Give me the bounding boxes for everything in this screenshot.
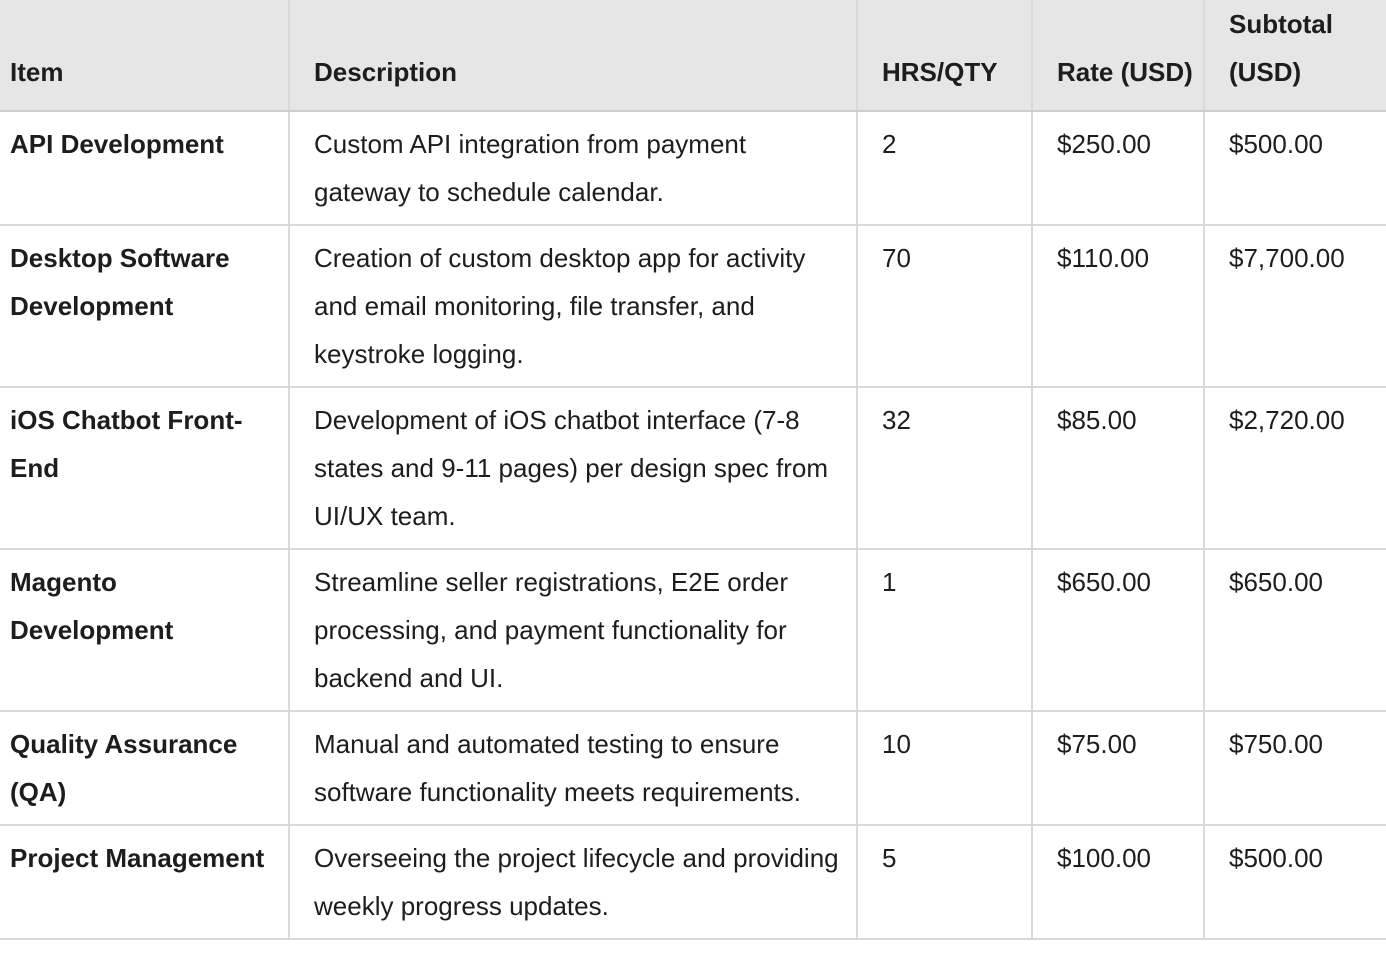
cell-rate: $75.00: [1032, 711, 1204, 825]
cell-item: Magento Development: [0, 549, 289, 711]
header-hrs-qty: HRS/QTY: [857, 0, 1032, 111]
cell-rate: $100.00: [1032, 825, 1204, 939]
header-description: Description: [289, 0, 857, 111]
cell-hrs-qty: 1: [857, 549, 1032, 711]
cell-item: Desktop Software Development: [0, 225, 289, 387]
cell-description: Development of iOS chatbot interface (7-8 states and 9-11 pages) per design spec from UI/UX team.: [289, 387, 857, 549]
cell-rate: $110.00: [1032, 225, 1204, 387]
cell-description: Creation of custom desktop app for activity and email monitoring, file transfer, and keystroke logging.: [289, 225, 857, 387]
cell-subtotal: $2,720.00: [1204, 387, 1386, 549]
header-subtotal: Subtotal (USD): [1204, 0, 1386, 111]
cell-hrs-qty: 2: [857, 111, 1032, 225]
cell-item: API Development: [0, 111, 289, 225]
table-row: [0, 387, 1386, 549]
cell-hrs-qty: 10: [857, 711, 1032, 825]
header-item: Item: [0, 0, 289, 111]
cell-rate: $650.00: [1032, 549, 1204, 711]
table-row: [0, 825, 1386, 939]
cell-description: Streamline seller registrations, E2E order processing, and payment functionality for backend and UI.: [289, 549, 857, 711]
table-header: [0, 0, 1386, 111]
cell-subtotal: $500.00: [1204, 825, 1386, 939]
cell-description: Custom API integration from payment gateway to schedule calendar.: [289, 111, 857, 225]
cell-subtotal: $500.00: [1204, 111, 1386, 225]
cell-item: Quality Assurance (QA): [0, 711, 289, 825]
cell-subtotal: $7,700.00: [1204, 225, 1386, 387]
cell-subtotal: $650.00: [1204, 549, 1386, 711]
cell-hrs-qty: 70: [857, 225, 1032, 387]
header-rate: Rate (USD): [1032, 0, 1204, 111]
cell-hrs-qty: 5: [857, 825, 1032, 939]
table-row: [0, 549, 1386, 711]
table-row: [0, 225, 1386, 387]
table-body: [0, 111, 1386, 939]
header-row: [0, 0, 1386, 111]
cell-description: Manual and automated testing to ensure software functionality meets requirements.: [289, 711, 857, 825]
table-row: [0, 111, 1386, 225]
cell-description: Overseeing the project lifecycle and providing weekly progress updates.: [289, 825, 857, 939]
cell-item: iOS Chatbot Front-End: [0, 387, 289, 549]
cell-hrs-qty: 32: [857, 387, 1032, 549]
cell-item: Project Management: [0, 825, 289, 939]
cell-rate: $85.00: [1032, 387, 1204, 549]
cell-rate: $250.00: [1032, 111, 1204, 225]
cell-subtotal: $750.00: [1204, 711, 1386, 825]
table-row: [0, 711, 1386, 825]
